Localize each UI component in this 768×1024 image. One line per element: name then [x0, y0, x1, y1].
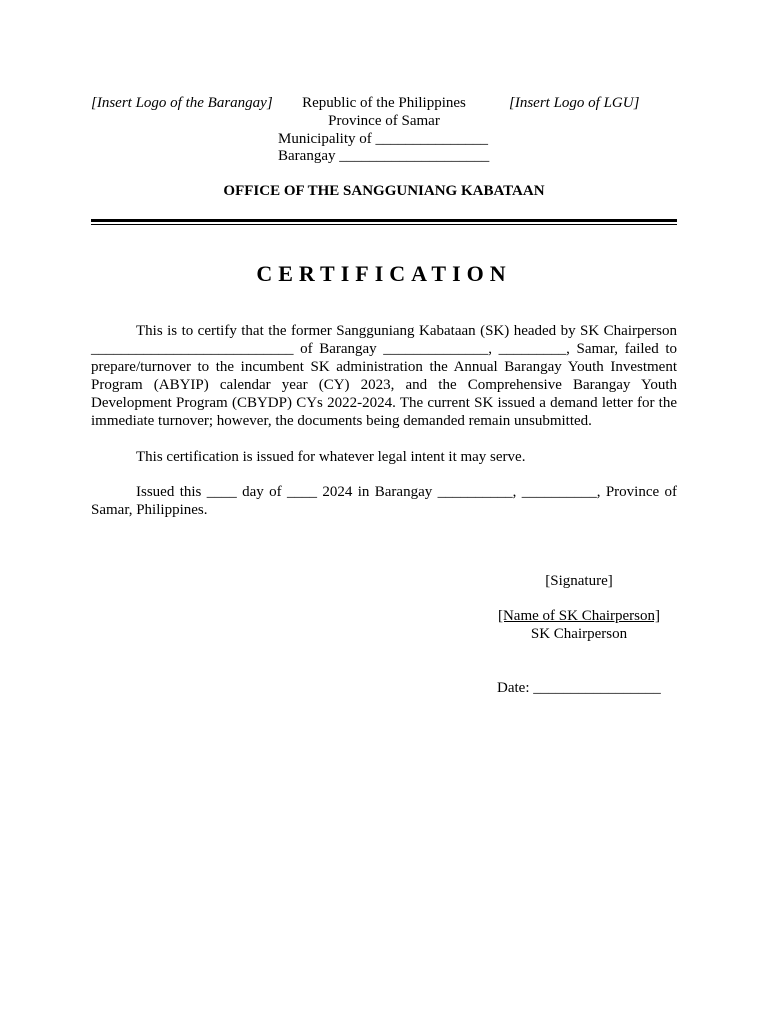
province-line: Province of Samar: [328, 113, 440, 129]
date-line: Date: _________________: [497, 680, 661, 696]
signatory-name-text: [Name of SK Chairperson]: [497, 608, 661, 624]
barangay-logo-placeholder: [Insert Logo of the Barangay]: [91, 95, 273, 111]
certification-paragraph: This is to certify that the former Sangguniang Kabataan (SK) headed by SK Chairperson ___________________________ of Barangay ______________, _________, Samar, failed to prepare/turnover to the incumbent SK administration the Annual Barangay Youth Investment Program (ABYIP) calendar year (CY) 2023, and the Comprehensive Barangay Youth Development Program (CBYDP) CYs 2022-2024. The current SK issued a demand letter for the immediate turnover; however, the documents being demanded remain unsubmitted.: [91, 323, 677, 429]
barangay-line: Barangay ____________________: [278, 148, 490, 164]
office-heading: OFFICE OF THE SANGGUNIANG KABATAAN: [223, 183, 545, 199]
signatory-name: [479, 607, 679, 625]
republic-line: Republic of the Philippines: [302, 95, 466, 111]
purpose-paragraph: This certification is issued for whatever legal intent it may serve.: [136, 449, 526, 465]
lgu-logo-placeholder: [Insert Logo of LGU]: [509, 95, 640, 111]
municipality-line: Municipality of _______________: [278, 131, 488, 147]
header-divider-thin: [91, 224, 677, 225]
signature-placeholder: [Signature]: [545, 573, 613, 589]
issued-paragraph: Issued this ____ day of ____ 2024 in Barangay __________, __________, Province of Samar, Philippines.: [91, 484, 677, 518]
document-title: CERTIFICATION: [256, 261, 512, 286]
header-divider-thick: [91, 219, 677, 222]
signatory-position: SK Chairperson: [530, 626, 628, 642]
